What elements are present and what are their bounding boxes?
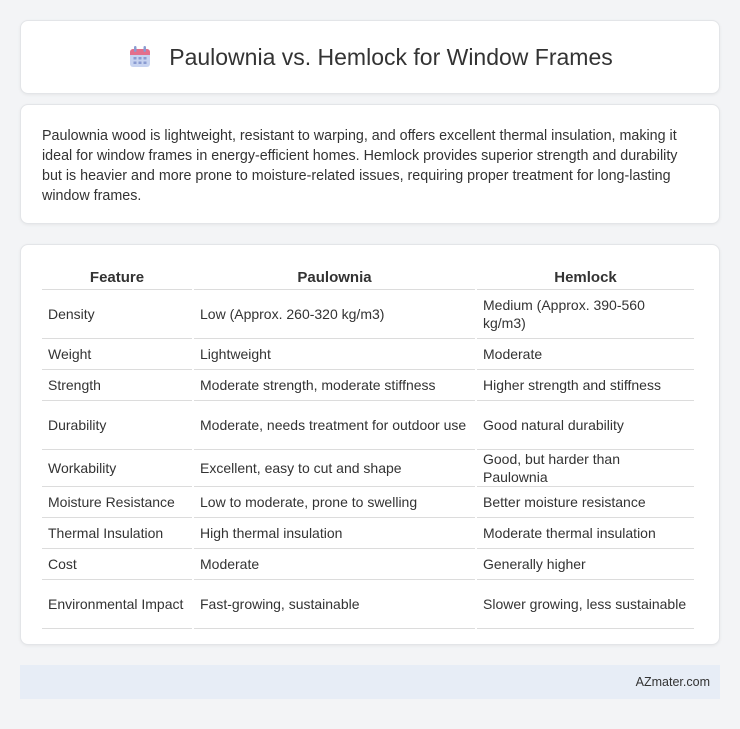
feature-cell: Strength [42,370,192,401]
feature-cell: Durability [42,401,192,450]
table-row [42,580,694,629]
summary-card [20,104,720,224]
feature-cell: Cost [42,549,192,580]
footer [20,665,720,699]
header-hemlock: Hemlock [477,265,694,290]
table-row [42,370,694,401]
paulownia-cell: High thermal insulation [194,518,475,549]
paulownia-cell: Fast-growing, sustainable [194,580,475,629]
page-title: Paulownia vs. Hemlock for Window Frames [169,43,613,70]
hemlock-cell: Good natural durability [477,401,694,450]
feature-cell: Density [42,290,192,339]
hemlock-cell: Higher strength and stiffness [477,370,694,401]
title-card [20,20,720,94]
table-row [42,290,694,339]
comparison-table [40,265,696,629]
feature-cell: Workability [42,450,192,487]
table-row [42,549,694,580]
hemlock-cell: Moderate [477,339,694,370]
table-row [42,450,694,487]
paulownia-cell: Moderate [194,549,475,580]
hemlock-cell: Better moisture resistance [477,487,694,518]
hemlock-cell: Slower growing, less sustainable [477,580,694,629]
header-feature: Feature [42,265,192,290]
feature-cell: Thermal Insulation [42,518,192,549]
paulownia-cell: Low to moderate, prone to swelling [194,487,475,518]
table-row [42,339,694,370]
paulownia-cell: Moderate, needs treatment for outdoor use [194,401,475,450]
feature-cell: Weight [42,339,192,370]
feature-cell: Environmental Impact [42,580,192,629]
paulownia-cell: Low (Approx. 260-320 kg/m3) [194,290,475,339]
table-row [42,401,694,450]
comparison-table-card [20,244,720,645]
footer-site-link[interactable]: AZmater.com [635,675,710,689]
table-header-row [42,265,694,290]
paulownia-cell: Moderate strength, moderate stiffness [194,370,475,401]
header-paulownia: Paulownia [194,265,475,290]
hemlock-cell: Moderate thermal insulation [477,518,694,549]
table-row [42,518,694,549]
hemlock-cell: Medium (Approx. 390-560 kg/m3) [477,290,694,339]
paulownia-cell: Lightweight [194,339,475,370]
paulownia-cell: Excellent, easy to cut and shape [194,450,475,487]
feature-cell: Moisture Resistance [42,487,192,518]
calendar-icon [127,44,153,70]
hemlock-cell: Generally higher [477,549,694,580]
summary-text: Paulownia wood is lightweight, resistant to warping, and offers excellent thermal insulation, making it ideal for window frames in energy-efficient homes. Hemlock provides superior strength and durability but is heavier and more prone to moisture-related issues, requiring proper treatment for long-lasting window frames. [42,128,678,204]
hemlock-cell: Good, but harder than Paulownia [477,450,694,487]
table-row [42,487,694,518]
